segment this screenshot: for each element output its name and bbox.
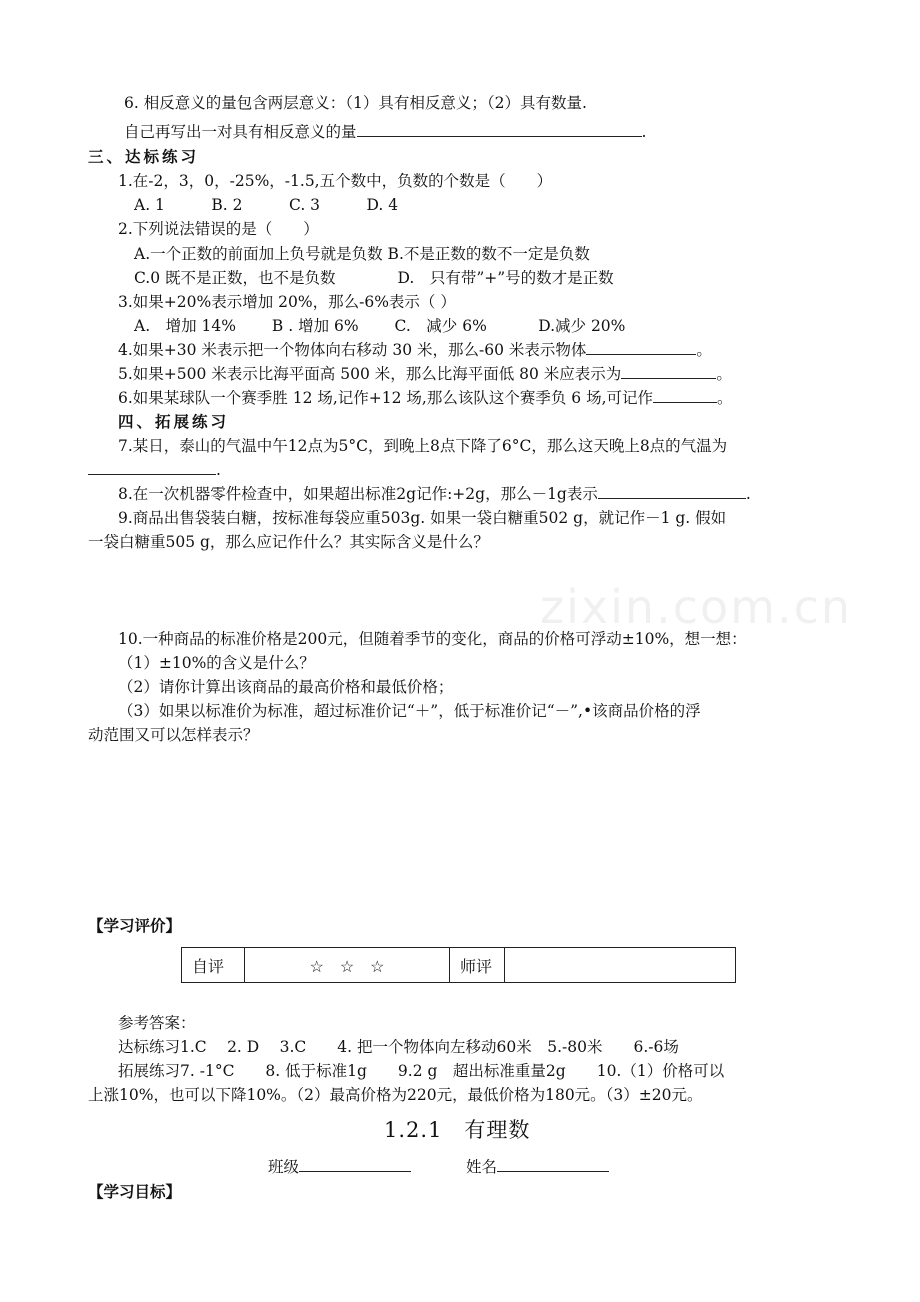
question-10-part1: （1）±10%的含义是什么？ [118,654,315,672]
answer-blank[interactable] [598,484,746,499]
answer-blank[interactable] [88,460,216,475]
section3-heading: 三、达标练习 [88,147,200,166]
question-8-text: 8.在一次机器零件检查中，如果超出标准2g记作:+2g，那么－1g表示 [118,485,598,503]
question-3: 3.如果+20%表示增加 20%，那么-6%表示（ ） [118,293,456,311]
prompt-text: 自己再写出一对具有相反意义的量 [124,123,357,141]
evaluation-table [181,947,736,983]
question-2-options-cd: C.0 既不是正数，也不是负数 D. 只有带”+”号的数才是正数 [134,269,614,287]
question-6-text: 6.如果某球队一个赛季胜 12 场,记作+12 场,那么该队这个赛季负 6 场,可记作 [118,389,654,407]
question-2-options-ab: A.一个正数的前面加上负号就是负数 B.不是正数的数不一定是负数 [134,245,590,263]
section2-item6: 6. 相反意义的量包含两层意义：（1）具有相反意义；（2）具有数量. [124,94,587,112]
answer-blank[interactable] [653,388,717,403]
watermark: zixin.com.cn [540,580,853,634]
question-3-options: A. 增加 14% B . 增加 6% C. 减少 6% D.减少 20% [134,317,626,335]
question-5: 5.如果+500 米表示比海平面高 500 米，那么比海平面低 80 米应表示为 。 [118,365,732,383]
star-rating[interactable]: ☆ ☆ ☆ [245,948,450,983]
question-10-line1: 10.一种商品的标准价格是200元，但随着季节的变化，商品的价格可浮动±10%，想一想： [118,630,747,648]
question-10-part3: （3）如果以标准价为标准，超过标准价记“＋”，低于标准价记“－”,•该商品价格的浮 [118,702,701,720]
question-10-part3-cont: 动范围又可以怎样表示？ [88,726,259,744]
question-8: 8.在一次机器零件检查中，如果超出标准2g记作:+2g，那么－1g表示 . [118,485,751,503]
question-1-options: A. 1 B. 2 C. 3 D. 4 [134,196,399,214]
question-6: 6.如果某球队一个赛季胜 12 场,记作+12 场,那么该队这个赛季负 6 场,可记作 。 [118,389,733,407]
question-2: 2.下列说法错误的是（ ） [118,220,319,238]
question-4: 4.如果+30 米表示把一个物体向右移动 30 米，那么-60 米表示物体 。 [118,341,712,359]
section4-heading: 四、拓展练习 [118,412,230,431]
answers-line1: 达标练习1.C 2. D 3.C 4. 把一个物体向左移动60米 5.-80米 6.-6场 [118,1038,679,1056]
question-9-line1: 9.商品出售袋装白糖，按标准每袋应重503g. 如果一袋白糖重502 g，就记作－1 g. 假如 [118,509,727,527]
question-10-part2: （2）请你计算出该商品的最高价格和最低价格； [118,678,454,696]
name-field [466,1156,609,1178]
class-blank[interactable] [299,1157,411,1172]
answer-blank[interactable] [621,364,716,379]
question-7: 7.某日，泰山的气温中午12点为5°C，到晚上8点下降了6°C，那么这天晚上8点的气温为 [118,437,728,455]
question-9-line2: 一袋白糖重505 g，那么应记作什么？其实际含义是什么？ [88,533,489,551]
name-label: 姓名 [466,1158,498,1176]
teacher-eval-label: 师评 [450,948,505,983]
answers-heading: 参考答案： [118,1014,196,1032]
section2-item6-prompt: 自己再写出一对具有相反意义的量 . [124,123,647,141]
answer-blank[interactable] [586,340,696,355]
answers-line2: 拓展练习7. -1°C 8. 低于标准1g 9.2 g 超出标准重量2g 10.（1）价格可以 [118,1062,725,1080]
question-4-text: 4.如果+30 米表示把一个物体向右移动 30 米，那么-60 米表示物体 [118,341,587,359]
evaluation-heading: 【学习评价】 [88,916,182,935]
class-field [268,1156,411,1178]
question-5-text: 5.如果+500 米表示比海平面高 500 米，那么比海平面低 80 米应表示为 [118,365,622,383]
question-7-answer-line: . [88,459,221,481]
goals-heading: 【学习目标】 [88,1182,182,1201]
self-eval-label: 自评 [182,948,245,983]
class-label: 班级 [268,1158,300,1176]
teacher-eval-cell[interactable] [505,948,736,983]
name-blank[interactable] [497,1157,609,1172]
question-1: 1.在-2，3，0，-25%，-1.5,五个数中，负数的个数是（ ） [118,172,553,190]
lesson-title: 1.2.1 有理数 [384,1118,531,1142]
answer-blank[interactable] [357,122,642,137]
answers-line3: 上涨10%，也可以下降10%。（2）最高价格为220元，最低价格为180元。（3）±20元。 [88,1086,703,1104]
